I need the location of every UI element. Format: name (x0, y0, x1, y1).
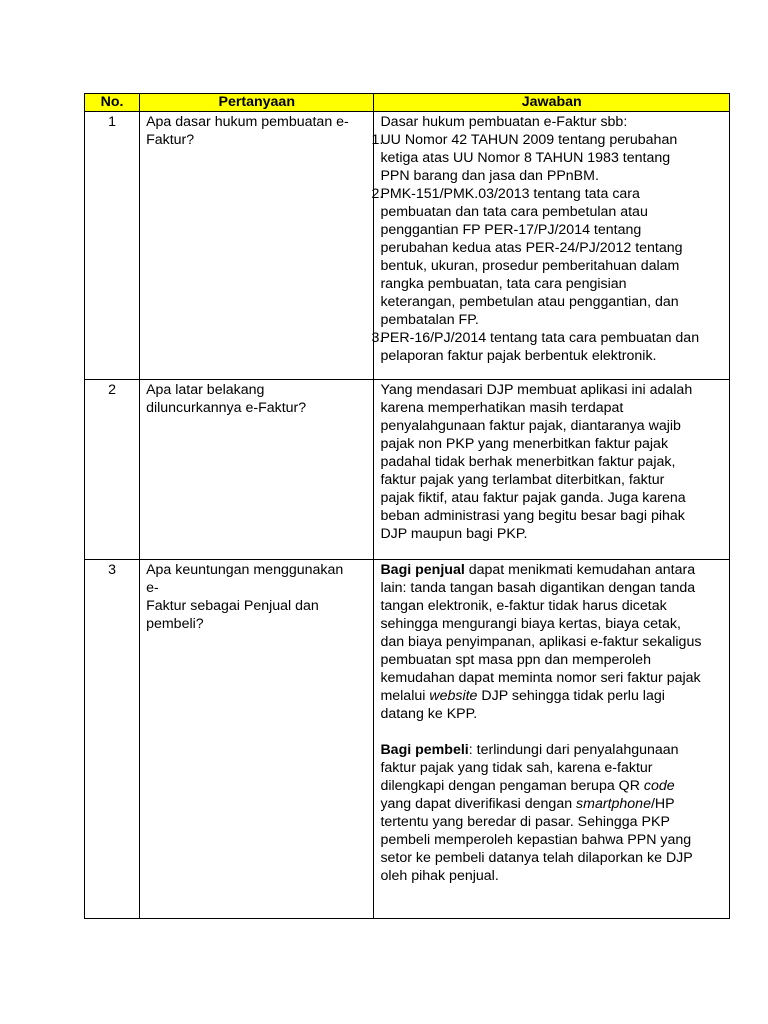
answer-text: oleh pihak penjual. (380, 868, 499, 884)
answer-text: pajak non PKP yang menerbitkan faktur pajak (380, 436, 669, 452)
answer-text: UU Nomor 42 TAHUN 2009 tentang perubahan (380, 132, 678, 148)
question-text: Faktur? (146, 132, 195, 148)
answer-text: dan biaya penyimpanan, aplikasi e-faktur sekaligus (380, 634, 702, 650)
answer-text: dapat menikmati kemudahan antara (464, 562, 696, 578)
row-number: 3 (85, 560, 140, 919)
table-row (85, 380, 730, 560)
answer-text: DJP maupun bagi PKP. (380, 526, 528, 542)
answer-text: /HP (650, 796, 675, 812)
italic-term: smartphone (576, 796, 651, 812)
answer-text: pelaporan faktur pajak berbentuk elektronik. (380, 348, 657, 364)
question-text: Apa latar belakang (146, 382, 265, 398)
row-number: 1 (85, 112, 140, 380)
answer-text: penyalahgunaan faktur pajak, diantaranya wajib (380, 418, 681, 434)
answer-text: lain: tanda tangan basah digantikan dengan tanda (380, 580, 696, 596)
italic-term: website (429, 688, 478, 704)
answer-text: yang dapat diverifikasi dengan (380, 796, 577, 812)
seller-heading: Bagi penjual (380, 562, 465, 578)
answer-text: DJP sehingga tidak perlu lagi (477, 688, 665, 704)
answer-text: pembeli memperoleh kepastian bahwa PPN yang (380, 832, 692, 848)
answer-text: tertentu yang beredar di pasar. Sehingga PKP (380, 814, 670, 830)
question-text: Faktur sebagai Penjual dan (146, 598, 319, 614)
answer-text: pajak fiktif, atau faktur pajak ganda. Juga karena (380, 490, 686, 506)
buyer-paragraph-first-line (380, 741, 725, 759)
buyer-heading: Bagi pembeli (380, 742, 469, 758)
answer-text: faktur pajak yang tidak sah, karena e-faktur (380, 760, 653, 776)
question-cell (140, 112, 374, 380)
header-question: Pertanyaan (140, 94, 374, 112)
answer-text: sehingga mengurangi biaya kertas, biaya cetak, (380, 616, 681, 632)
list-item (371, 185, 725, 329)
answer-text: faktur pajak yang terlambat diterbitkan, faktur (380, 472, 665, 488)
italic-term: code (643, 778, 675, 794)
list-item (371, 329, 725, 365)
answer-text: bentuk, ukuran, prosedur pemberitahuan dalam (380, 258, 680, 274)
answer-cell (374, 380, 730, 560)
table-header-row (85, 94, 730, 112)
answer-text: karena memperhatikan masih terdapat (380, 400, 624, 416)
answer-text: beban administrasi yang begitu besar bagi pihak (380, 508, 685, 524)
table-row (85, 112, 730, 380)
answer-text: penggantian FP PER-17/PJ/2014 tentang (380, 222, 642, 238)
answer-text: datang ke KPP. (380, 706, 478, 722)
paragraph-spacer (380, 723, 725, 741)
question-text: e- (146, 580, 159, 596)
question-cell (140, 560, 374, 919)
answer-intro: Dasar hukum pembuatan e-Faktur sbb: (380, 114, 628, 130)
answer-text: kemudahan dapat meminta nomor seri faktur pajak (380, 670, 701, 686)
row-number: 2 (85, 380, 140, 560)
seller-paragraph-first-line (380, 561, 725, 579)
answer-text: PMK-151/PMK.03/2013 tentang tata cara (380, 186, 640, 202)
answer-text: keterangan, pembetulan atau penggantian, dan (380, 294, 679, 310)
answer-text: Yang mendasari DJP membuat aplikasi ini adalah (380, 382, 693, 398)
answer-text: pembuatan spt masa ppn dan memperoleh (380, 652, 651, 668)
answer-text: rangka pembuatan, tata cara pengisian (380, 276, 627, 292)
buyer-qr-line (380, 777, 725, 795)
question-text: Apa dasar hukum pembuatan e- (146, 114, 349, 130)
list-item (371, 131, 725, 185)
question-text: pembeli? (146, 616, 204, 632)
answer-text: PER-16/PJ/2014 tentang tata cara pembuatan dan (380, 330, 700, 346)
header-answer: Jawaban (374, 94, 730, 112)
answer-text: ketiga atas UU Nomor 8 TAHUN 1983 tentang (380, 150, 671, 166)
question-text: Apa keuntungan menggunakan (146, 562, 344, 578)
buyer-smartphone-line (380, 795, 725, 813)
answer-text: pembatalan FP. (380, 312, 479, 328)
answer-text: melalui (380, 688, 430, 704)
question-cell (140, 380, 374, 560)
seller-website-line (380, 687, 725, 705)
answer-cell (371, 112, 730, 380)
faq-table (84, 93, 730, 919)
answer-text: padahal tidak berhak menerbitkan faktur pajak, (380, 454, 676, 470)
list-number: 2. (371, 186, 384, 202)
answer-cell (374, 560, 730, 919)
table-row (85, 560, 730, 919)
header-no: No. (85, 94, 140, 112)
list-number: 3. (371, 330, 384, 346)
answer-text: tangan elektronik, e-faktur tidak harus dicetak (380, 598, 667, 614)
list-number: 1. (371, 132, 384, 148)
answer-text: dilengkapi dengan pengaman berupa QR (380, 778, 644, 794)
answer-text: setor ke pembeli datanya telah dilaporkan ke DJP (380, 850, 693, 866)
answer-text: perubahan kedua atas PER-24/PJ/2012 tentang (380, 240, 683, 256)
answer-text: pembuatan dan tata cara pembetulan atau (380, 204, 648, 220)
answer-text: PPN barang dan jasa dan PPnBM. (380, 168, 599, 184)
answer-text: : terlindungi dari penyalahgunaan (468, 742, 679, 758)
question-text: diluncurkannya e-Faktur? (146, 400, 307, 416)
